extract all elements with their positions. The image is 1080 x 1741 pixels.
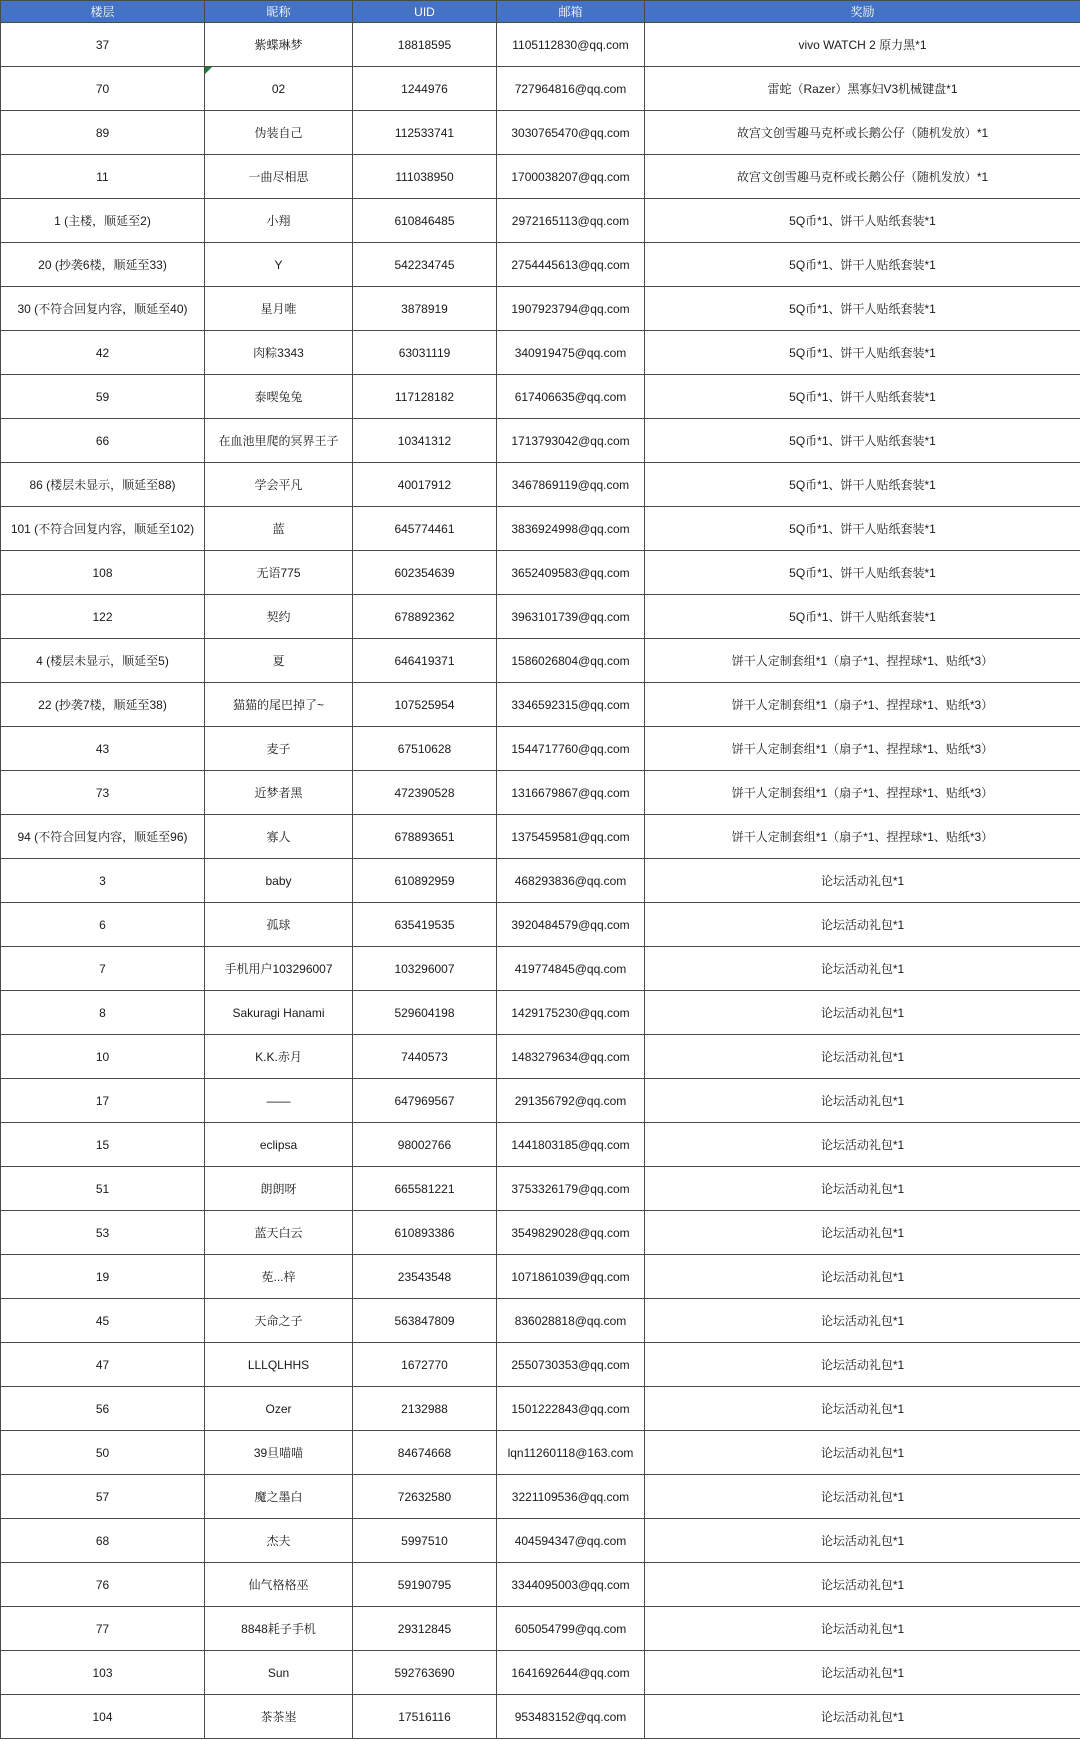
table-row [1, 859, 1080, 903]
email-cell[interactable]: 1544717760@qq.com [497, 727, 645, 771]
email-cell[interactable]: 1907923794@qq.com [497, 287, 645, 331]
nickname-cell[interactable]: 天命之子 [205, 1299, 353, 1343]
prize-cell[interactable]: 论坛活动礼包*1 [645, 1079, 1080, 1123]
floor-cell[interactable]: 70 [1, 67, 205, 111]
uid-cell[interactable]: 472390528 [353, 771, 497, 815]
nickname-cell[interactable]: Y [205, 243, 353, 287]
email-cell[interactable]: 3549829028@qq.com [497, 1211, 645, 1255]
uid-cell[interactable]: 602354639 [353, 551, 497, 595]
table-row [1, 1695, 1080, 1739]
email-cell[interactable]: 2754445613@qq.com [497, 243, 645, 287]
email-cell[interactable]: 2972165113@qq.com [497, 199, 645, 243]
table-row [1, 551, 1080, 595]
prize-cell[interactable]: 论坛活动礼包*1 [645, 1343, 1080, 1387]
prize-cell[interactable]: 故宫文创雪趣马克杯或长鹅公仔（随机发放）*1 [645, 111, 1080, 155]
prize-cell[interactable]: 5Q币*1、饼干人贴纸套装*1 [645, 595, 1080, 639]
prize-cell[interactable]: 论坛活动礼包*1 [645, 947, 1080, 991]
table-row [1, 1519, 1080, 1563]
prize-cell[interactable]: 5Q币*1、饼干人贴纸套装*1 [645, 507, 1080, 551]
uid-cell[interactable]: 1244976 [353, 67, 497, 111]
uid-cell[interactable]: 112533741 [353, 111, 497, 155]
table-row [1, 639, 1080, 683]
email-cell[interactable]: 340919475@qq.com [497, 331, 645, 375]
email-cell[interactable]: 404594347@qq.com [497, 1519, 645, 1563]
nickname-cell[interactable]: K.K.赤月 [205, 1035, 353, 1079]
uid-cell[interactable]: 63031119 [353, 331, 497, 375]
header-row [1, 1, 1080, 23]
floor-cell[interactable]: 86 (楼层未显示，顺延至88) [1, 463, 205, 507]
email-cell[interactable]: 1105112830@qq.com [497, 23, 645, 67]
uid-cell[interactable]: 1672770 [353, 1343, 497, 1387]
uid-cell[interactable]: 678892362 [353, 595, 497, 639]
nickname-cell[interactable]: 茶茶埊 [205, 1695, 353, 1739]
floor-cell[interactable]: 15 [1, 1123, 205, 1167]
uid-cell[interactable]: 10341312 [353, 419, 497, 463]
email-cell[interactable]: 3963101739@qq.com [497, 595, 645, 639]
nickname-cell[interactable]: 8848耗子手机 [205, 1607, 353, 1651]
nickname-cell[interactable]: 夏 [205, 639, 353, 683]
prize-cell[interactable]: 论坛活动礼包*1 [645, 1563, 1080, 1607]
uid-cell[interactable]: 678893651 [353, 815, 497, 859]
prize-cell[interactable]: 5Q币*1、饼干人贴纸套装*1 [645, 287, 1080, 331]
floor-cell[interactable]: 50 [1, 1431, 205, 1475]
email-cell[interactable]: 605054799@qq.com [497, 1607, 645, 1651]
floor-cell[interactable]: 20 (抄袭6楼，顺延至33) [1, 243, 205, 287]
uid-cell[interactable]: 592763690 [353, 1651, 497, 1695]
email-cell[interactable]: 2550730353@qq.com [497, 1343, 645, 1387]
prize-cell[interactable]: 饼干人定制套组*1（扇子*1、捏捏球*1、贴纸*3） [645, 815, 1080, 859]
floor-cell[interactable]: 17 [1, 1079, 205, 1123]
uid-cell[interactable]: 111038950 [353, 155, 497, 199]
prize-cell[interactable]: 论坛活动礼包*1 [645, 1123, 1080, 1167]
uid-cell[interactable]: 23543548 [353, 1255, 497, 1299]
table-row [1, 1079, 1080, 1123]
email-cell[interactable]: 1441803185@qq.com [497, 1123, 645, 1167]
uid-cell[interactable]: 5997510 [353, 1519, 497, 1563]
table-row [1, 1123, 1080, 1167]
floor-cell[interactable]: 76 [1, 1563, 205, 1607]
email-cell[interactable]: 1713793042@qq.com [497, 419, 645, 463]
email-cell[interactable]: 468293836@qq.com [497, 859, 645, 903]
email-cell[interactable]: 3221109536@qq.com [497, 1475, 645, 1519]
nickname-cell[interactable]: 肉粽3343 [205, 331, 353, 375]
nickname-cell[interactable]: 02 [205, 67, 353, 111]
nickname-cell[interactable]: 紫蝶琳梦 [205, 23, 353, 67]
prize-cell[interactable]: 论坛活动礼包*1 [645, 859, 1080, 903]
prize-cell[interactable]: 论坛活动礼包*1 [645, 1035, 1080, 1079]
nickname-cell[interactable]: 莬...梓 [205, 1255, 353, 1299]
uid-cell[interactable]: 563847809 [353, 1299, 497, 1343]
prize-cell[interactable]: 论坛活动礼包*1 [645, 991, 1080, 1035]
table-row [1, 287, 1080, 331]
uid-cell[interactable]: 646419371 [353, 639, 497, 683]
uid-cell[interactable]: 17516116 [353, 1695, 497, 1739]
prize-cell[interactable]: 饼干人定制套组*1（扇子*1、捏捏球*1、贴纸*3） [645, 683, 1080, 727]
table-row [1, 1035, 1080, 1079]
prize-cell[interactable]: 论坛活动礼包*1 [645, 1651, 1080, 1695]
email-cell[interactable]: 3836924998@qq.com [497, 507, 645, 551]
uid-cell[interactable]: 18818595 [353, 23, 497, 67]
uid-cell[interactable]: 103296007 [353, 947, 497, 991]
nickname-cell[interactable]: 小翔 [205, 199, 353, 243]
prize-cell[interactable]: 5Q币*1、饼干人贴纸套装*1 [645, 199, 1080, 243]
prize-cell[interactable]: 饼干人定制套组*1（扇子*1、捏捏球*1、贴纸*3） [645, 771, 1080, 815]
nickname-cell[interactable]: 手机用户103296007 [205, 947, 353, 991]
email-cell[interactable]: 953483152@qq.com [497, 1695, 645, 1739]
table-body [1, 23, 1080, 1739]
prize-cell[interactable]: 论坛活动礼包*1 [645, 903, 1080, 947]
prize-cell[interactable]: vivo WATCH 2 原力黑*1 [645, 23, 1080, 67]
header-nickname[interactable]: 昵称 [205, 1, 353, 23]
nickname-cell[interactable]: 孤球 [205, 903, 353, 947]
table-row [1, 1167, 1080, 1211]
nickname-cell[interactable]: 一曲尽相思 [205, 155, 353, 199]
floor-cell[interactable]: 73 [1, 771, 205, 815]
floor-cell[interactable]: 122 [1, 595, 205, 639]
uid-cell[interactable]: 529604198 [353, 991, 497, 1035]
floor-cell[interactable]: 66 [1, 419, 205, 463]
uid-cell[interactable]: 40017912 [353, 463, 497, 507]
floor-cell[interactable]: 19 [1, 1255, 205, 1299]
email-cell[interactable]: 419774845@qq.com [497, 947, 645, 991]
email-cell[interactable]: 291356792@qq.com [497, 1079, 645, 1123]
table-row [1, 507, 1080, 551]
uid-cell[interactable]: 610893386 [353, 1211, 497, 1255]
uid-cell[interactable]: 3878919 [353, 287, 497, 331]
table-row [1, 727, 1080, 771]
table-row [1, 1343, 1080, 1387]
floor-cell[interactable]: 7 [1, 947, 205, 991]
prize-cell[interactable]: 论坛活动礼包*1 [645, 1519, 1080, 1563]
floor-cell[interactable]: 37 [1, 23, 205, 67]
prize-cell[interactable]: 论坛活动礼包*1 [645, 1255, 1080, 1299]
email-cell[interactable]: 1429175230@qq.com [497, 991, 645, 1035]
uid-cell[interactable]: 59190795 [353, 1563, 497, 1607]
nickname-cell[interactable]: 麦子 [205, 727, 353, 771]
nickname-cell[interactable]: 蓝天白云 [205, 1211, 353, 1255]
nickname-cell[interactable]: 学会平凡 [205, 463, 353, 507]
floor-cell[interactable]: 47 [1, 1343, 205, 1387]
floor-cell[interactable]: 3 [1, 859, 205, 903]
email-cell[interactable]: 1586026804@qq.com [497, 639, 645, 683]
nickname-cell[interactable]: 寡人 [205, 815, 353, 859]
uid-cell[interactable]: 117128182 [353, 375, 497, 419]
uid-cell[interactable]: 645774461 [353, 507, 497, 551]
email-cell[interactable]: 1501222843@qq.com [497, 1387, 645, 1431]
email-cell[interactable]: 617406635@qq.com [497, 375, 645, 419]
uid-cell[interactable]: 542234745 [353, 243, 497, 287]
nickname-cell[interactable]: 泰喫兔兔 [205, 375, 353, 419]
email-cell[interactable]: 3346592315@qq.com [497, 683, 645, 727]
prize-cell[interactable]: 饼干人定制套组*1（扇子*1、捏捏球*1、贴纸*3） [645, 727, 1080, 771]
email-cell[interactable]: 1316679867@qq.com [497, 771, 645, 815]
prize-cell[interactable]: 5Q币*1、饼干人贴纸套装*1 [645, 243, 1080, 287]
email-cell[interactable]: lqn11260118@163.com [497, 1431, 645, 1475]
table-row [1, 771, 1080, 815]
email-cell[interactable]: 3467869119@qq.com [497, 463, 645, 507]
floor-cell[interactable]: 53 [1, 1211, 205, 1255]
prize-cell[interactable]: 论坛活动礼包*1 [645, 1695, 1080, 1739]
nickname-cell[interactable]: baby [205, 859, 353, 903]
error-indicator-triangle [205, 67, 212, 74]
table-row [1, 1255, 1080, 1299]
floor-cell[interactable]: 45 [1, 1299, 205, 1343]
nickname-cell[interactable]: 魔之墨白 [205, 1475, 353, 1519]
header-floor[interactable]: 楼层 [1, 1, 205, 23]
email-cell[interactable]: 3753326179@qq.com [497, 1167, 645, 1211]
table-row [1, 595, 1080, 639]
prize-cell[interactable]: 论坛活动礼包*1 [645, 1387, 1080, 1431]
table-row [1, 67, 1080, 111]
floor-cell[interactable]: 94 (不符合回复内容，顺延至96) [1, 815, 205, 859]
floor-cell[interactable]: 101 (不符合回复内容，顺延至102) [1, 507, 205, 551]
floor-cell[interactable]: 8 [1, 991, 205, 1035]
floor-cell[interactable]: 1 (主楼，顺延至2) [1, 199, 205, 243]
uid-cell[interactable]: 2132988 [353, 1387, 497, 1431]
nickname-cell[interactable]: eclipsa [205, 1123, 353, 1167]
prize-cell[interactable]: 论坛活动礼包*1 [645, 1607, 1080, 1651]
table-row [1, 111, 1080, 155]
floor-cell[interactable]: 6 [1, 903, 205, 947]
table-row [1, 903, 1080, 947]
floor-cell[interactable]: 77 [1, 1607, 205, 1651]
uid-cell[interactable]: 610846485 [353, 199, 497, 243]
floor-cell[interactable]: 108 [1, 551, 205, 595]
floor-cell[interactable]: 42 [1, 331, 205, 375]
table-row [1, 1563, 1080, 1607]
email-cell[interactable]: 3920484579@qq.com [497, 903, 645, 947]
nickname-cell[interactable]: 39旦喵喵 [205, 1431, 353, 1475]
nickname-cell[interactable]: 蓝 [205, 507, 353, 551]
uid-cell[interactable]: 635419535 [353, 903, 497, 947]
nickname-cell[interactable]: 在血池里爬的冥界王子 [205, 419, 353, 463]
nickname-cell[interactable]: 无语775 [205, 551, 353, 595]
uid-cell[interactable]: 84674668 [353, 1431, 497, 1475]
floor-cell[interactable]: 51 [1, 1167, 205, 1211]
table-row [1, 463, 1080, 507]
floor-cell[interactable]: 10 [1, 1035, 205, 1079]
nickname-cell[interactable]: Sakuragi Hanami [205, 991, 353, 1035]
nickname-cell[interactable]: 星月唯 [205, 287, 353, 331]
nickname-cell[interactable]: Sun [205, 1651, 353, 1695]
prize-cell[interactable]: 论坛活动礼包*1 [645, 1475, 1080, 1519]
floor-cell[interactable]: 89 [1, 111, 205, 155]
header-email[interactable]: 邮箱 [497, 1, 645, 23]
table-row [1, 23, 1080, 67]
prize-cell[interactable]: 故宫文创雪趣马克杯或长鹅公仔（随机发放）*1 [645, 155, 1080, 199]
uid-cell[interactable]: 7440573 [353, 1035, 497, 1079]
floor-cell[interactable]: 103 [1, 1651, 205, 1695]
table-row [1, 199, 1080, 243]
email-cell[interactable]: 727964816@qq.com [497, 67, 645, 111]
table-row [1, 947, 1080, 991]
table-row [1, 243, 1080, 287]
uid-cell[interactable]: 29312845 [353, 1607, 497, 1651]
floor-cell[interactable]: 11 [1, 155, 205, 199]
prize-cell[interactable]: 5Q币*1、饼干人贴纸套装*1 [645, 419, 1080, 463]
nickname-cell[interactable]: 猫猫的尾巴掉了~ [205, 683, 353, 727]
header-uid[interactable]: UID [353, 1, 497, 23]
uid-cell[interactable]: 107525954 [353, 683, 497, 727]
floor-cell[interactable]: 59 [1, 375, 205, 419]
table-row [1, 1651, 1080, 1695]
prize-cell[interactable]: 论坛活动礼包*1 [645, 1211, 1080, 1255]
floor-cell[interactable]: 30 (不符合回复内容，顺延至40) [1, 287, 205, 331]
prize-cell[interactable]: 饼干人定制套组*1（扇子*1、捏捏球*1、贴纸*3） [645, 639, 1080, 683]
email-cell[interactable]: 836028818@qq.com [497, 1299, 645, 1343]
email-cell[interactable]: 3652409583@qq.com [497, 551, 645, 595]
email-cell[interactable]: 1375459581@qq.com [497, 815, 645, 859]
prize-cell[interactable]: 雷蛇（Razer）黑寡妇V3机械键盘*1 [645, 67, 1080, 111]
table-row [1, 991, 1080, 1035]
prize-cell[interactable]: 论坛活动礼包*1 [645, 1431, 1080, 1475]
email-cell[interactable]: 1483279634@qq.com [497, 1035, 645, 1079]
floor-cell[interactable]: 104 [1, 1695, 205, 1739]
nickname-cell[interactable]: Ozer [205, 1387, 353, 1431]
prize-cell[interactable]: 5Q币*1、饼干人贴纸套装*1 [645, 375, 1080, 419]
table-row [1, 815, 1080, 859]
prize-cell[interactable]: 5Q币*1、饼干人贴纸套装*1 [645, 463, 1080, 507]
email-cell[interactable]: 1071861039@qq.com [497, 1255, 645, 1299]
email-cell[interactable]: 3344095003@qq.com [497, 1563, 645, 1607]
nickname-cell[interactable]: 近梦者黑 [205, 771, 353, 815]
table-row [1, 419, 1080, 463]
table-row [1, 1299, 1080, 1343]
nickname-cell[interactable]: LLLQLHHS [205, 1343, 353, 1387]
prize-cell[interactable]: 论坛活动礼包*1 [645, 1299, 1080, 1343]
email-cell[interactable]: 1700038207@qq.com [497, 155, 645, 199]
table-row [1, 1475, 1080, 1519]
uid-cell[interactable]: 610892959 [353, 859, 497, 903]
table-header [1, 1, 1080, 23]
table-row [1, 375, 1080, 419]
nickname-cell[interactable]: 仙气格格巫 [205, 1563, 353, 1607]
nickname-cell[interactable]: —— [205, 1079, 353, 1123]
email-cell[interactable]: 3030765470@qq.com [497, 111, 645, 155]
nickname-cell[interactable]: 杰夫 [205, 1519, 353, 1563]
floor-cell[interactable]: 4 (楼层未显示，顺延至5) [1, 639, 205, 683]
table-row [1, 155, 1080, 199]
floor-cell[interactable]: 68 [1, 1519, 205, 1563]
floor-cell[interactable]: 22 (抄袭7楼，顺延至38) [1, 683, 205, 727]
floor-cell[interactable]: 57 [1, 1475, 205, 1519]
table-row [1, 1607, 1080, 1651]
table-row [1, 1211, 1080, 1255]
floor-cell[interactable]: 56 [1, 1387, 205, 1431]
table-row [1, 1387, 1080, 1431]
table-row [1, 1431, 1080, 1475]
prize-cell[interactable]: 5Q币*1、饼干人贴纸套装*1 [645, 331, 1080, 375]
header-prize[interactable]: 奖励 [645, 1, 1080, 23]
email-cell[interactable]: 1641692644@qq.com [497, 1651, 645, 1695]
nickname-cell[interactable]: 契约 [205, 595, 353, 639]
prize-cell[interactable]: 5Q币*1、饼干人贴纸套装*1 [645, 551, 1080, 595]
uid-cell[interactable]: 67510628 [353, 727, 497, 771]
table-row [1, 331, 1080, 375]
table-row [1, 683, 1080, 727]
nickname-cell[interactable]: 伪装自己 [205, 111, 353, 155]
nickname-cell[interactable]: 朗朗呀 [205, 1167, 353, 1211]
uid-cell[interactable]: 98002766 [353, 1123, 497, 1167]
uid-cell[interactable]: 647969567 [353, 1079, 497, 1123]
prize-cell[interactable]: 论坛活动礼包*1 [645, 1167, 1080, 1211]
uid-cell[interactable]: 72632580 [353, 1475, 497, 1519]
uid-cell[interactable]: 665581221 [353, 1167, 497, 1211]
floor-cell[interactable]: 43 [1, 727, 205, 771]
